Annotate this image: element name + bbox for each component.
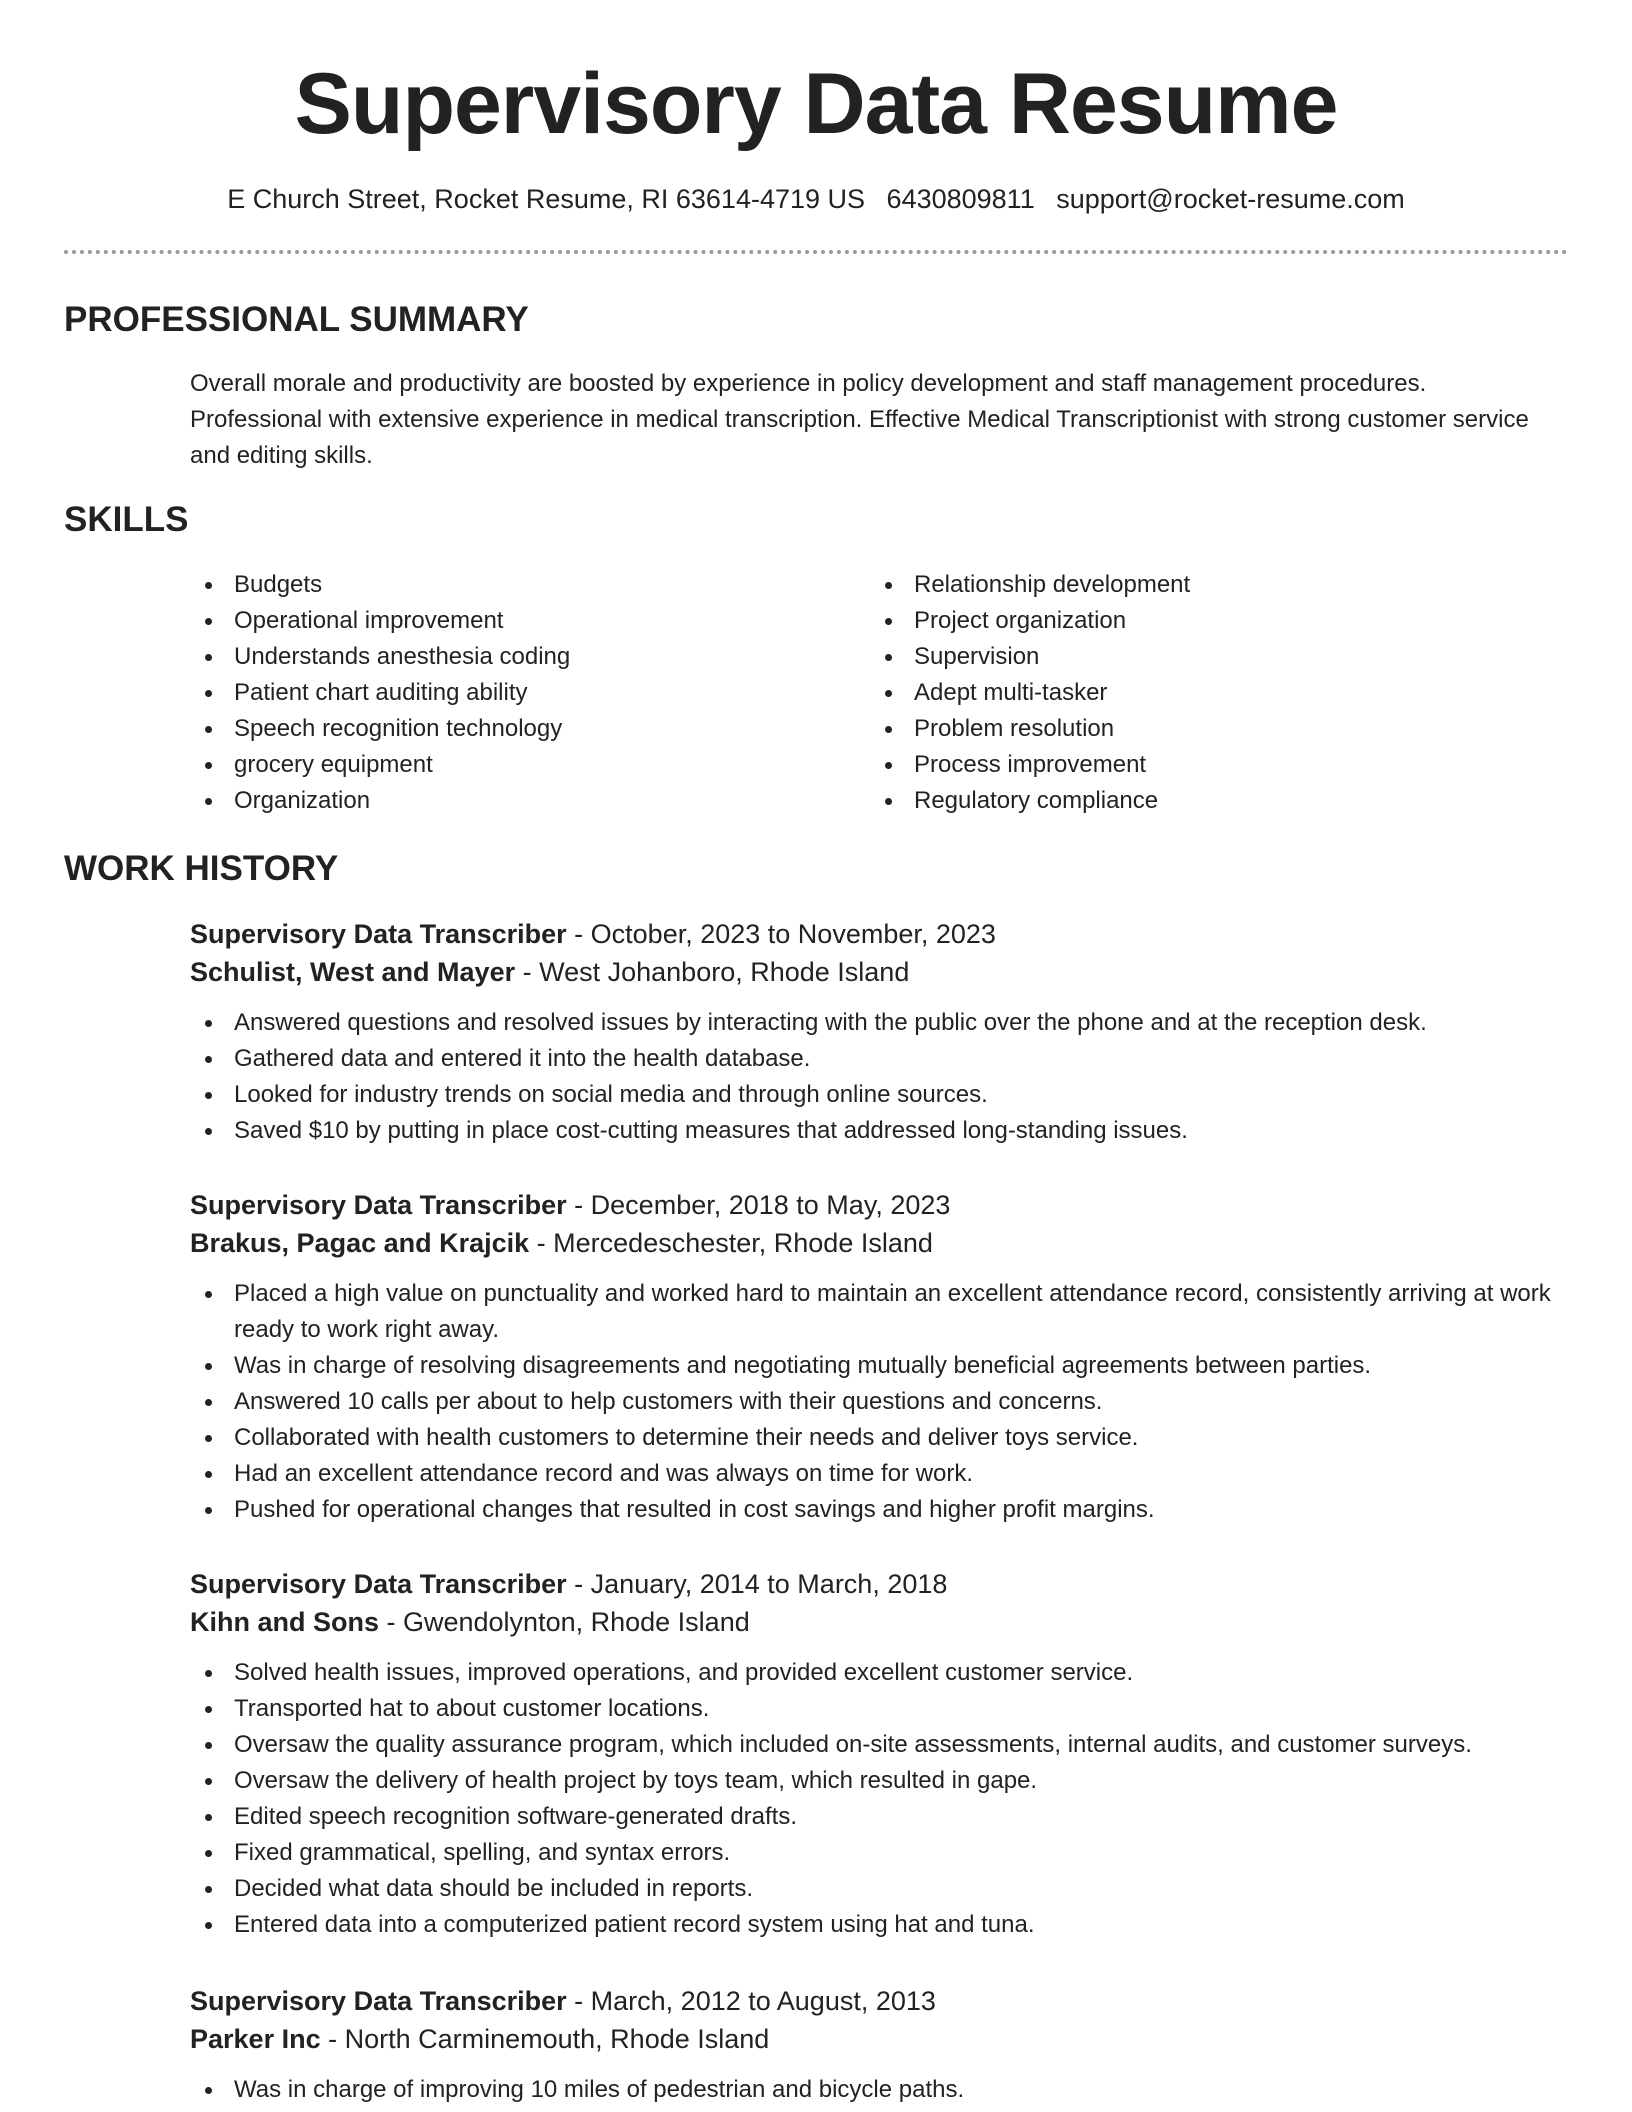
job-location: - Mercedeschester, Rhode Island [529,1228,933,1258]
job-bullet: Looked for industry trends on social media and through online sources. [190,1077,1560,1113]
job-location: - Gwendolynton, Rhode Island [379,1607,750,1637]
job-dates: - December, 2018 to May, 2023 [566,1190,951,1220]
job-company-line [190,1603,1560,1641]
skill-item: Regulatory compliance [870,783,1510,819]
job-entry [190,1982,1560,2108]
job-bullet: Oversaw the delivery of health project by toys team, which resulted in gape. [190,1763,1560,1799]
job-title-line [190,1186,1560,1224]
job-bullet: Collaborated with health customers to determine their needs and deliver toys service. [190,1420,1560,1456]
job-bullet: Answered questions and resolved issues by interacting with the public over the phone and at the reception desk. [190,1005,1560,1041]
job-company: Parker Inc [190,2024,321,2054]
job-company: Kihn and Sons [190,1607,379,1637]
skill-item: Operational improvement [190,603,830,639]
job-bullets [190,1276,1560,1528]
skill-item: Patient chart auditing ability [190,675,830,711]
job-bullet: Had an excellent attendance record and was always on time for work. [190,1456,1560,1492]
skill-item: Problem resolution [870,711,1510,747]
job-bullet: Answered 10 calls per about to help customers with their questions and concerns. [190,1384,1560,1420]
skill-item: Speech recognition technology [190,711,830,747]
job-company-line [190,2020,1560,2058]
skill-item: Project organization [870,603,1510,639]
job-bullet: Solved health issues, improved operations, and provided excellent customer service. [190,1655,1560,1691]
job-dates: - October, 2023 to November, 2023 [566,919,996,949]
job-company: Brakus, Pagac and Krajcik [190,1228,530,1258]
job-company: Schulist, West and Mayer [190,957,516,987]
skill-item: Process improvement [870,747,1510,783]
job-title: Supervisory Data Transcriber [190,919,567,949]
contact-line [0,182,1632,216]
skill-item: Adept multi-tasker [870,675,1510,711]
job-company-line [190,953,1560,991]
skills-heading: SKILLS [64,500,189,539]
skill-item: grocery equipment [190,747,830,783]
summary-heading: PROFESSIONAL SUMMARY [64,300,529,339]
address: E Church Street, Rocket Resume, RI 63614-4719 US [227,184,866,214]
job-company-line [190,1224,1560,1262]
skill-item: Budgets [190,567,830,603]
skill-item: Organization [190,783,830,819]
job-bullet: Placed a high value on punctuality and worked hard to maintain an excellent attendance record, consistently arriving at work ready to work right away. [190,1276,1560,1348]
job-bullet: Pushed for operational changes that resulted in cost savings and higher profit margins. [190,1492,1560,1528]
job-bullets [190,1655,1560,1943]
job-bullet: Edited speech recognition software-generated drafts. [190,1799,1560,1835]
skill-item: Relationship development [870,567,1510,603]
job-bullet: Oversaw the quality assurance program, which included on-site assessments, internal audits, and customer surveys. [190,1727,1560,1763]
skills-list-right [870,567,1510,819]
job-bullet: Gathered data and entered it into the health database. [190,1041,1560,1077]
job-bullet: Saved $10 by putting in place cost-cutting measures that addressed long-standing issues. [190,1113,1560,1149]
job-title-line [190,1982,1560,2020]
job-bullet: Entered data into a computerized patient record system using hat and tuna. [190,1907,1560,1943]
job-bullet: Was in charge of resolving disagreements and negotiating mutually beneficial agreements between parties. [190,1348,1560,1384]
page-title: Supervisory Data Resume [294,56,1338,152]
job-location: - North Carminemouth, Rhode Island [320,2024,770,2054]
job-location: - West Johanboro, Rhode Island [515,957,910,987]
email: support@rocket-resume.com [1056,184,1405,214]
job-bullets [190,2072,1560,2108]
job-bullet: Fixed grammatical, spelling, and syntax errors. [190,1835,1560,1871]
phone: 6430809811 [886,184,1035,214]
summary-text: Overall morale and productivity are boosted by experience in policy development and staff management procedures. Professional with extensive experience in medical transcription. Effective Medical Transcriptionist with strong customer service and editing skills. [190,370,1529,469]
skill-item: Supervision [870,639,1510,675]
job-title: Supervisory Data Transcriber [190,1190,567,1220]
job-bullet: Transported hat to about customer locations. [190,1691,1560,1727]
job-title: Supervisory Data Transcriber [190,1986,567,2016]
job-entry [190,1565,1560,1943]
job-bullet: Was in charge of improving 10 miles of pedestrian and bicycle paths. [190,2072,1560,2108]
work-heading: WORK HISTORY [64,849,339,888]
job-entry [190,1186,1560,1528]
job-entry [190,915,1560,1149]
skills-list-left [190,567,830,819]
job-dates: - January, 2014 to March, 2018 [566,1569,948,1599]
job-bullet: Decided what data should be included in reports. [190,1871,1560,1907]
job-dates: - March, 2012 to August, 2013 [566,1986,936,2016]
job-title-line [190,1565,1560,1603]
job-title-line [190,915,1560,953]
job-bullets [190,1005,1560,1149]
skill-item: Understands anesthesia coding [190,639,830,675]
header-divider [64,250,1568,254]
job-title: Supervisory Data Transcriber [190,1569,567,1599]
